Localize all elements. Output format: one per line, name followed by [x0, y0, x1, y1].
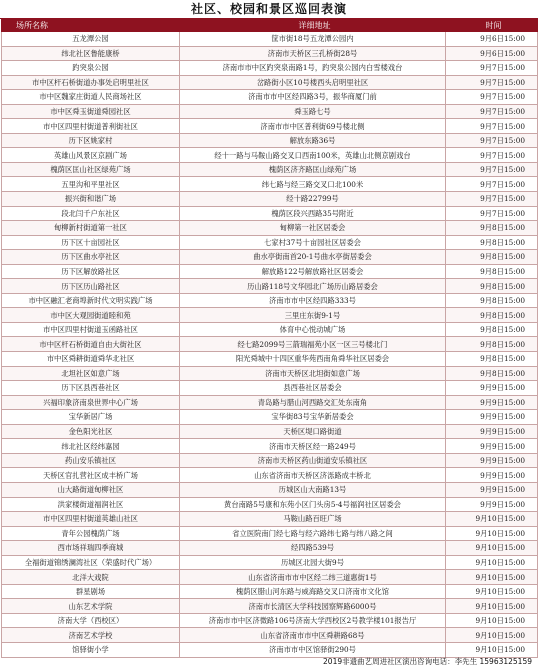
- time-cell: 9月10日15:00: [446, 570, 538, 585]
- time-cell: 9月7日15:00: [446, 75, 538, 90]
- address-cell: 济南市市中区济微路106号济南大学西校区2号教学楼101报告厅: [180, 613, 446, 628]
- address-cell: 济南市天桥区三孔桥街28号: [180, 46, 446, 61]
- venue-cell: 五龙潭公园: [2, 32, 180, 47]
- address-cell: 济南市市中区经四路3号，振华商厦门前: [180, 90, 446, 105]
- venue-cell: 纬北社区经纬嘉园: [2, 439, 180, 454]
- address-cell: 青岛路与腊山河西路交汇处东南角: [180, 395, 446, 410]
- time-cell: 9月10日15:00: [446, 613, 538, 628]
- venue-cell: 山东艺术学院: [2, 599, 180, 614]
- time-cell: 9月8日15:00: [446, 279, 538, 294]
- venue-cell: 济南大学（西校区）: [2, 613, 180, 628]
- time-cell: 9月9日15:00: [446, 497, 538, 512]
- time-cell: 9月9日15:00: [446, 410, 538, 425]
- venue-cell: 段北闫千户东社区: [2, 206, 180, 221]
- address-cell: 山东省济南市市中区经二纬三道惠街1号: [180, 570, 446, 585]
- table-row: [2, 424, 538, 439]
- table-row: [2, 395, 538, 410]
- address-cell: 济南市市中区经四路333号: [180, 293, 446, 308]
- address-cell: 济南市市中区普利街69号楼北侧: [180, 119, 446, 134]
- address-cell: 阳光舜城中十四区重华苑西南角舜华社区居委会: [180, 352, 446, 367]
- time-cell: 9月6日15:00: [446, 46, 538, 61]
- venue-cell: 天桥区官扎营社区成丰桥广场: [2, 468, 180, 483]
- table-row: [2, 46, 538, 61]
- table-row: [2, 148, 538, 163]
- header-time: 时间: [446, 20, 538, 32]
- address-cell: 经四路539号: [180, 541, 446, 556]
- address-cell: 济南市市中区馆驿街290号: [180, 642, 446, 657]
- address-cell: 宝华街83号宝华新居委会: [180, 410, 446, 425]
- address-cell: 七家村37号十亩园社区居委会: [180, 235, 446, 250]
- time-cell: 9月8日15:00: [446, 308, 538, 323]
- address-cell: 岔路街小区10号楼西头启明里社区: [180, 75, 446, 90]
- address-cell: 甸柳第一社区居委会: [180, 221, 446, 236]
- table-row: [2, 133, 538, 148]
- table-row: [2, 192, 538, 207]
- time-cell: 9月7日15:00: [446, 119, 538, 134]
- table-row: [2, 439, 538, 454]
- venue-cell: 历下区姚家村: [2, 133, 180, 148]
- venue-cell: 市中区大观园街道睦和苑: [2, 308, 180, 323]
- venue-cell: 市中区舜耕街道舜华北社区: [2, 352, 180, 367]
- time-cell: 9月10日15:00: [446, 526, 538, 541]
- venue-cell: 历下区十亩园社区: [2, 235, 180, 250]
- time-cell: 9月10日15:00: [446, 584, 538, 599]
- time-cell: 9月9日15:00: [446, 395, 538, 410]
- table-row: [2, 628, 538, 643]
- schedule-table: [1, 19, 538, 658]
- venue-cell: 济南艺术学校: [2, 628, 180, 643]
- table-row: [2, 381, 538, 396]
- time-cell: 9月8日15:00: [446, 322, 538, 337]
- table-row: [2, 264, 538, 279]
- time-cell: 9月8日15:00: [446, 337, 538, 352]
- table-row: [2, 512, 538, 527]
- venue-cell: 市中区四里村街道玉函路社区: [2, 322, 180, 337]
- address-cell: 县西巷社区居委会: [180, 381, 446, 396]
- table-row: [2, 410, 538, 425]
- time-cell: 9月10日15:00: [446, 555, 538, 570]
- time-cell: 9月7日15:00: [446, 206, 538, 221]
- address-cell: 槐荫区腊山河东路与威海路交叉口济南市文化馆: [180, 584, 446, 599]
- time-cell: 9月7日15:00: [446, 177, 538, 192]
- time-cell: 9月9日15:00: [446, 482, 538, 497]
- table-row: [2, 541, 538, 556]
- table-row: [2, 497, 538, 512]
- time-cell: 9月9日15:00: [446, 453, 538, 468]
- address-cell: 解放路122号解放路社区居委会: [180, 264, 446, 279]
- venue-cell: 纬北社区鲁能康桥: [2, 46, 180, 61]
- venue-cell: 市中区杆石桥街道自由大街社区: [2, 337, 180, 352]
- table-row: [2, 322, 538, 337]
- table-header-row: [2, 20, 538, 32]
- venue-cell: 药山安乐镇社区: [2, 453, 180, 468]
- table-row: [2, 235, 538, 250]
- time-cell: 9月10日15:00: [446, 628, 538, 643]
- address-cell: 省立医院南门经七路与经六路纬七路与纬八路之间: [180, 526, 446, 541]
- venue-cell: 历下区解放路社区: [2, 264, 180, 279]
- venue-cell: 历下区曲水亭社区: [2, 250, 180, 265]
- time-cell: 9月7日15:00: [446, 162, 538, 177]
- time-cell: 9月9日15:00: [446, 381, 538, 396]
- page-title: 社区、校园和景区巡回表演: [190, 2, 347, 16]
- address-cell: 三里庄东街9-1号: [180, 308, 446, 323]
- venue-cell: 兴福印象济南泉世界中心广场: [2, 395, 180, 410]
- time-cell: 9月7日15:00: [446, 90, 538, 105]
- venue-cell: 市中区四里村街道英雄山社区: [2, 512, 180, 527]
- address-cell: 筐市街18号五龙潭公园内: [180, 32, 446, 47]
- venue-cell: 甸柳新村街道第一社区: [2, 221, 180, 236]
- venue-cell: 槐荫区匡山社区绿苑广场: [2, 162, 180, 177]
- time-cell: 9月8日15:00: [446, 221, 538, 236]
- table-row: [2, 366, 538, 381]
- address-cell: 天桥区堤口路街道: [180, 424, 446, 439]
- table-row: [2, 570, 538, 585]
- header-address: 详细地址: [180, 20, 446, 32]
- table-row: [2, 221, 538, 236]
- address-cell: 舜玉路七号: [180, 104, 446, 119]
- venue-cell: 金色阳光社区: [2, 424, 180, 439]
- address-cell: 济南市天桥区北坦街如意广场: [180, 366, 446, 381]
- time-cell: 9月10日15:00: [446, 599, 538, 614]
- venue-cell: 趵突泉公园: [2, 61, 180, 76]
- address-cell: 经七路2099号三箭瑞福苑小区一区三号楼北门: [180, 337, 446, 352]
- address-cell: 山东省济南市市中区舜耕路68号: [180, 628, 446, 643]
- table-row: [2, 61, 538, 76]
- time-cell: 9月8日15:00: [446, 293, 538, 308]
- address-cell: 槐荫区济齐路匡山绿苑广场: [180, 162, 446, 177]
- table-row: [2, 293, 538, 308]
- table-row: [2, 90, 538, 105]
- table-row: [2, 526, 538, 541]
- time-cell: 9月7日15:00: [446, 192, 538, 207]
- venue-cell: 北坦社区如意广场: [2, 366, 180, 381]
- address-cell: 山东省济南市天桥区济泺路成丰桥北: [180, 468, 446, 483]
- address-cell: 马鞍山路百旺广场: [180, 512, 446, 527]
- table-body: [2, 32, 538, 658]
- contact-footer: 2019非遗曲艺周进社区演出咨询电话：李先生 15963125159: [323, 657, 532, 666]
- venue-cell: 市中区融汇老商埠新时代文明实践广场: [2, 293, 180, 308]
- table-row: [2, 177, 538, 192]
- venue-cell: 五里沟和平里社区: [2, 177, 180, 192]
- venue-cell: 宝华新居广场: [2, 410, 180, 425]
- venue-cell: 历下区县西巷社区: [2, 381, 180, 396]
- address-cell: 曲水亭街南首20-1号曲水亭街居委会: [180, 250, 446, 265]
- table-row: [2, 599, 538, 614]
- table-row: [2, 279, 538, 294]
- venue-cell: 群星剧场: [2, 584, 180, 599]
- venue-cell: 北洋大戏院: [2, 570, 180, 585]
- table-row: [2, 352, 538, 367]
- table-row: [2, 32, 538, 47]
- venue-cell: 历下区历山路社区: [2, 279, 180, 294]
- time-cell: 9月8日15:00: [446, 264, 538, 279]
- table-row: [2, 468, 538, 483]
- address-cell: 济南市天桥区药山街道安乐镇社区: [180, 453, 446, 468]
- time-cell: 9月7日15:00: [446, 61, 538, 76]
- table-row: [2, 642, 538, 657]
- table-row: [2, 308, 538, 323]
- address-cell: 历城区北园大街9号: [180, 555, 446, 570]
- table-row: [2, 206, 538, 221]
- time-cell: 9月7日15:00: [446, 133, 538, 148]
- header-venue: 场所名称: [2, 20, 180, 32]
- time-cell: 9月9日15:00: [446, 439, 538, 454]
- address-cell: 济南市天桥区经一路249号: [180, 439, 446, 454]
- time-cell: 9月7日15:00: [446, 148, 538, 163]
- time-cell: 9月10日15:00: [446, 642, 538, 657]
- table-row: [2, 482, 538, 497]
- table-row: [2, 555, 538, 570]
- time-cell: 9月6日15:00: [446, 32, 538, 47]
- time-cell: 9月8日15:00: [446, 352, 538, 367]
- venue-cell: 全福街道锦绣澜湾社区（荣盛时代广场）: [2, 555, 180, 570]
- address-cell: 纬七路与经三路交叉口北100米: [180, 177, 446, 192]
- table-row: [2, 250, 538, 265]
- address-cell: 体育中心悦动城广场: [180, 322, 446, 337]
- time-cell: 9月8日15:00: [446, 235, 538, 250]
- address-cell: 黄台南路5号康和东苑小区门头房5-4号福润社区居委会: [180, 497, 446, 512]
- address-cell: 历城区山大南路13号: [180, 482, 446, 497]
- address-cell: 济南市市中区趵突泉南路1号，趵突泉公园内白雪楼戏台: [180, 61, 446, 76]
- address-cell: 解放东路36号: [180, 133, 446, 148]
- venue-cell: 市中区杆石桥街道办事处启明里社区: [2, 75, 180, 90]
- time-cell: 9月9日15:00: [446, 424, 538, 439]
- time-cell: 9月8日15:00: [446, 250, 538, 265]
- time-cell: 9月7日15:00: [446, 104, 538, 119]
- venue-cell: 馆驿街小学: [2, 642, 180, 657]
- venue-cell: 市中区四里村街道普利街社区: [2, 119, 180, 134]
- table-row: [2, 104, 538, 119]
- address-cell: 经十路22799号: [180, 192, 446, 207]
- venue-cell: 市中区魏家庄街道人民商场社区: [2, 90, 180, 105]
- venue-cell: 洪家楼街道福润社区: [2, 497, 180, 512]
- table-row: [2, 162, 538, 177]
- table-row: [2, 337, 538, 352]
- address-cell: 槐荫区段兴西路35号附近: [180, 206, 446, 221]
- venue-cell: 市中区舜玉街道舜园社区: [2, 104, 180, 119]
- time-cell: 9月9日15:00: [446, 468, 538, 483]
- table-row: [2, 119, 538, 134]
- time-cell: 9月10日15:00: [446, 541, 538, 556]
- venue-cell: 西市场祥瑞四季商城: [2, 541, 180, 556]
- table-row: [2, 613, 538, 628]
- table-row: [2, 584, 538, 599]
- address-cell: 经十一路与马鞍山路交叉口西南100米，英雄山北侧京剧戏台: [180, 148, 446, 163]
- venue-cell: 青年公园槐荫广场: [2, 526, 180, 541]
- time-cell: 9月8日15:00: [446, 366, 538, 381]
- address-cell: 济南市长清区大学科技园察辉路6000号: [180, 599, 446, 614]
- venue-cell: 振兴街和谐广场: [2, 192, 180, 207]
- time-cell: 9月10日15:00: [446, 512, 538, 527]
- address-cell: 历山路118号文华园北广场历山路居委会: [180, 279, 446, 294]
- table-row: [2, 453, 538, 468]
- table-row: [2, 75, 538, 90]
- venue-cell: 山大路街道甸柳社区: [2, 482, 180, 497]
- venue-cell: 英雄山风景区京剧广场: [2, 148, 180, 163]
